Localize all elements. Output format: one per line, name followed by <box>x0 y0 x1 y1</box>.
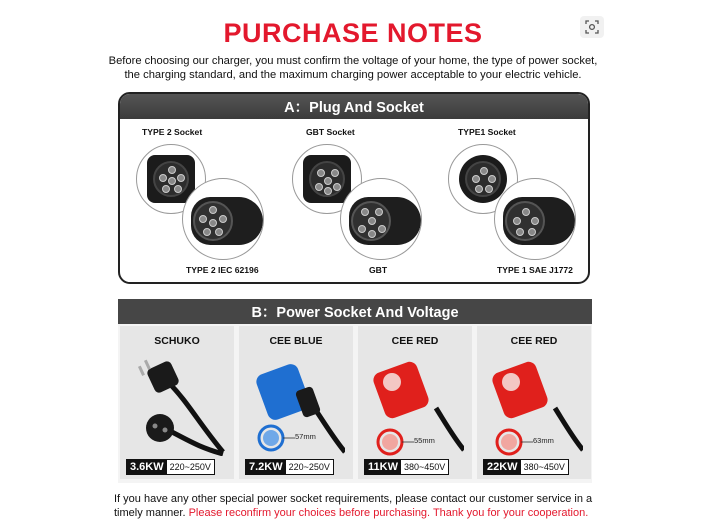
cee-red-22kw-card <box>477 326 591 479</box>
type1-plug-label: TYPE 1 SAE J1772 <box>497 265 573 275</box>
gbt-plug-icon <box>349 197 421 245</box>
gbt-plug-image <box>340 178 422 260</box>
type2-socket-label: TYPE 2 Socket <box>142 127 203 137</box>
cee-red-22kw-power: 22KW <box>484 460 521 474</box>
cee-red-11kw-rating-badge <box>364 459 449 475</box>
visual-search-icon <box>585 20 599 34</box>
footer-note <box>114 492 600 520</box>
gbt-socket-icon <box>303 155 351 203</box>
schuko-card <box>120 326 234 479</box>
schuko-plug-icon <box>128 352 226 456</box>
cee-red-11kw-name: CEE RED <box>391 335 439 347</box>
cee-red-22kw-rating-badge <box>483 459 569 475</box>
footer-text: If you have any other special power socket requirements, please contact our customer service in a timely manner. <box>114 493 593 519</box>
cee-blue-name: CEE BLUE <box>269 335 323 347</box>
cee-red-11kw-voltage: 380~450V <box>403 462 446 472</box>
schuko-rating-badge <box>126 459 215 475</box>
power-socket-panel <box>118 299 592 483</box>
cee-red-11kw-card <box>358 326 472 479</box>
section-b-heading: B：Power Socket And Voltage <box>118 299 592 324</box>
type1-plug-icon <box>503 197 575 245</box>
cee-red-11kw-diameter: 55mm <box>414 436 435 445</box>
cee-red-22kw-voltage: 380~450V <box>523 462 565 472</box>
type1-socket-label: TYPE1 Socket <box>458 127 516 137</box>
cee-red-11kw-power: 11KW <box>365 460 401 474</box>
cee-blue-rating-badge <box>245 459 334 475</box>
schuko-voltage: 220~250V <box>169 462 211 472</box>
cee-red-22kw-diameter: 63mm <box>533 436 554 445</box>
visual-search-button[interactable] <box>580 16 604 38</box>
type2-plug-image <box>182 178 264 260</box>
cee-red-22kw-name: CEE RED <box>510 335 558 347</box>
cee-blue-voltage: 220~250V <box>288 462 330 472</box>
gbt-plug-label: GBT <box>369 265 388 275</box>
schuko-name: SCHUKO <box>154 335 200 347</box>
cee-blue-diameter: 57mm <box>295 432 316 441</box>
section-a-heading: A：Plug And Socket <box>120 94 588 119</box>
type2-plug-label: TYPE 2 IEC 62196 <box>186 265 259 275</box>
cee-blue-card <box>239 326 353 479</box>
gbt-socket-label: GBT Socket <box>306 127 355 137</box>
type2-plug-icon <box>191 197 263 245</box>
intro-text: Before choosing our charger, you must confirm the voltage of your home, the type of power socket, the charging standard, and the maximum charging power acceptable to your electric vehicle. <box>108 55 598 81</box>
type1-plug-image <box>494 178 576 260</box>
cee-blue-power: 7.2KW <box>246 460 286 474</box>
schuko-power: 3.6KW <box>127 460 167 474</box>
footer-warning: Please reconfirm your choices before purchasing. Thank you for your cooperation. <box>188 507 589 519</box>
plug-and-socket-panel <box>118 92 590 284</box>
page-title: PURCHASE NOTES <box>223 18 483 48</box>
